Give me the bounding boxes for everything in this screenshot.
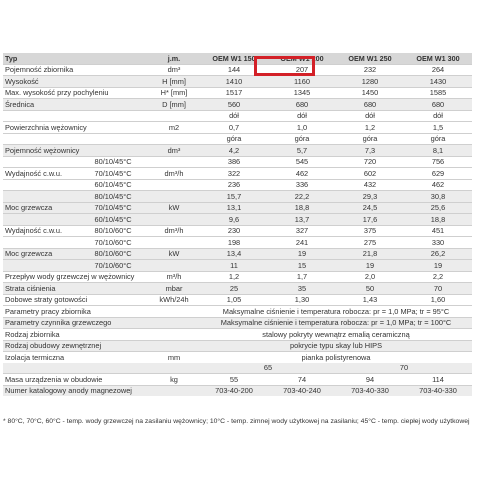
row-label: Wydajność c.w.u. — [3, 168, 78, 180]
row-value: 336 — [268, 179, 336, 191]
table-row — [3, 145, 472, 157]
row-label — [3, 133, 148, 145]
table-row — [3, 179, 472, 191]
row-label — [3, 156, 78, 168]
row-value: 1,05 — [200, 294, 268, 306]
row-sublabel: 80/10/60°C — [78, 248, 148, 260]
row-value: 24,5 — [336, 202, 404, 214]
row-label — [3, 110, 148, 122]
row-value: 144 — [200, 64, 268, 76]
row-unit — [148, 191, 200, 203]
row-value: 19 — [336, 260, 404, 272]
row-value: 680 — [404, 99, 472, 111]
row-sublabel: 70/10/45°C — [78, 168, 148, 180]
row-label: Powierzchnia wężownicy — [3, 122, 148, 134]
row-sublabel: 70/10/45°C — [78, 202, 148, 214]
row-value: 25 — [200, 283, 268, 295]
row-unit: kW — [148, 248, 200, 260]
table-row — [3, 191, 472, 203]
table-row — [3, 363, 472, 374]
span-row-label: Parametry pracy zbiornika — [3, 306, 200, 318]
row-value: 1,2 — [200, 271, 268, 283]
mass-value: 55 — [200, 374, 268, 386]
table-header-row — [3, 53, 472, 64]
span-row-value: Maksymalne ciśnienie i temperatura robocza: pr = 1,0 MPa; tr = 100°C — [200, 317, 472, 329]
table-row — [3, 260, 472, 272]
row-value: 1,0 — [268, 122, 336, 134]
row-sublabel: 70/10/60°C — [78, 237, 148, 249]
anode-label: Numer katalogowy anody magnezowej — [3, 385, 200, 396]
row-value: 1,5 — [404, 122, 472, 134]
row-unit — [148, 260, 200, 272]
table-row — [3, 214, 472, 226]
row-unit: kW — [148, 202, 200, 214]
row-label: Max. wysokość przy pochyleniu — [3, 87, 148, 99]
row-value: 330 — [404, 237, 472, 249]
anode-value: 703-40-240 — [268, 385, 336, 396]
row-value: dół — [200, 110, 268, 122]
spec-table — [3, 53, 472, 396]
row-value: 322 — [200, 168, 268, 180]
insulation-type: pianka polistyrenowa — [200, 352, 472, 363]
row-value: 1280 — [336, 76, 404, 88]
header-typ: Typ — [3, 53, 148, 64]
row-value: 0,7 — [200, 122, 268, 134]
row-value: 18,8 — [404, 214, 472, 226]
row-value: 1160 — [268, 76, 336, 88]
mass-value: 114 — [404, 374, 472, 386]
row-value: góra — [404, 133, 472, 145]
span-row-value: Maksymalne ciśnienie i temperatura robocza: pr = 1,0 MPa; tr = 95°C — [200, 306, 472, 318]
row-unit — [148, 237, 200, 249]
table-row — [3, 352, 472, 363]
insulation-left: 65 — [200, 363, 336, 374]
table-row — [3, 385, 472, 396]
row-sublabel: 60/10/45°C — [78, 179, 148, 191]
row-unit: dm³ — [148, 145, 200, 157]
row-value: 18,8 — [268, 202, 336, 214]
table-row — [3, 110, 472, 122]
span-row-value: stalowy pokryty wewnątrz emalią ceramiczną — [200, 329, 472, 341]
table-row — [3, 64, 472, 76]
row-value: 230 — [200, 225, 268, 237]
row-value: 50 — [336, 283, 404, 295]
row-value: 30,8 — [404, 191, 472, 203]
row-label — [3, 260, 78, 272]
span-row-label: Parametry czynnika grzewczego — [3, 317, 200, 329]
row-value: 1,2 — [336, 122, 404, 134]
row-value: 15 — [268, 260, 336, 272]
table-row — [3, 87, 472, 99]
row-value: 375 — [336, 225, 404, 237]
row-sublabel: 60/10/45°C — [78, 214, 148, 226]
row-value: 207 — [268, 64, 336, 76]
table-row — [3, 294, 472, 306]
row-unit: dm³/h — [148, 168, 200, 180]
row-sublabel: 80/10/45°C — [78, 191, 148, 203]
row-value: 19 — [404, 260, 472, 272]
row-value: 327 — [268, 225, 336, 237]
row-value: 1450 — [336, 87, 404, 99]
row-unit: H [mm] — [148, 76, 200, 88]
row-value: 720 — [336, 156, 404, 168]
row-value: dół — [404, 110, 472, 122]
header-unit: j.m. — [148, 53, 200, 64]
header-model-2: OEM W1 200 — [268, 53, 336, 64]
span-row-label: Rodzaj obudowy zewnętrznej — [3, 340, 200, 352]
row-value: 629 — [404, 168, 472, 180]
row-value: 462 — [404, 179, 472, 191]
row-value: 19 — [268, 248, 336, 260]
row-value: 264 — [404, 64, 472, 76]
mass-unit: kg — [148, 374, 200, 386]
row-value: góra — [336, 133, 404, 145]
table-row — [3, 156, 472, 168]
row-value: 1517 — [200, 87, 268, 99]
row-label: Średnica — [3, 99, 148, 111]
row-unit: dm³ — [148, 64, 200, 76]
row-sublabel: 70/10/60°C — [78, 260, 148, 272]
row-label: Wysokość — [3, 76, 148, 88]
row-value: 17,6 — [336, 214, 404, 226]
row-value: 1345 — [268, 87, 336, 99]
table-row — [3, 225, 472, 237]
footnote: * 80°C, 70°C, 60°C - temp. wody grzewczej na zasilaniu wężownicy; 10°C - temp. zimnej wody użytkowej na zasilaniu; 45°C - temp. ciepłej wody użytkowej — [3, 418, 470, 425]
row-value: 35 — [268, 283, 336, 295]
row-label: Moc grzewcza — [3, 202, 78, 214]
row-value: 275 — [336, 237, 404, 249]
row-value: 432 — [336, 179, 404, 191]
row-value: 560 — [200, 99, 268, 111]
row-value: 13,1 — [200, 202, 268, 214]
table-row — [3, 133, 472, 145]
row-unit: dm³/h — [148, 225, 200, 237]
row-unit: m2 — [148, 122, 200, 134]
row-label: Pojemność zbiornika — [3, 64, 148, 76]
row-value: 7,3 — [336, 145, 404, 157]
row-value: 241 — [268, 237, 336, 249]
row-value: 1585 — [404, 87, 472, 99]
table-row — [3, 374, 472, 386]
row-label: Moc grzewcza — [3, 248, 78, 260]
row-value: 26,2 — [404, 248, 472, 260]
row-value: 21,8 — [336, 248, 404, 260]
table-row — [3, 99, 472, 111]
table-row — [3, 248, 472, 260]
table-row — [3, 329, 472, 341]
mass-value: 74 — [268, 374, 336, 386]
row-value: 11 — [200, 260, 268, 272]
row-value: dół — [336, 110, 404, 122]
spec-table-container — [3, 53, 472, 396]
insulation-right: 70 — [336, 363, 472, 374]
row-value: 70 — [404, 283, 472, 295]
table-row — [3, 202, 472, 214]
row-value: 1,60 — [404, 294, 472, 306]
row-value: 451 — [404, 225, 472, 237]
row-label — [3, 191, 78, 203]
row-value: 5,7 — [268, 145, 336, 157]
row-label: Przepływ wody grzewczej w wężownicy — [3, 271, 148, 283]
table-row — [3, 237, 472, 249]
row-value: 680 — [268, 99, 336, 111]
row-unit — [148, 214, 200, 226]
row-label — [3, 237, 78, 249]
header-model-1: OEM W1 150 — [200, 53, 268, 64]
table-row — [3, 122, 472, 134]
anode-value: 703-40-200 — [200, 385, 268, 396]
table-row — [3, 271, 472, 283]
row-value: dół — [268, 110, 336, 122]
table-row — [3, 283, 472, 295]
row-value: 22,2 — [268, 191, 336, 203]
row-label: Strata ciśnienia — [3, 283, 148, 295]
row-value: 2,2 — [404, 271, 472, 283]
insulation-label: Izolacja termiczna — [3, 352, 148, 363]
row-value: 462 — [268, 168, 336, 180]
row-unit: H* [mm] — [148, 87, 200, 99]
table-row — [3, 76, 472, 88]
row-unit: kWh/24h — [148, 294, 200, 306]
insulation-unit: mm — [148, 352, 200, 363]
row-value: 25,6 — [404, 202, 472, 214]
row-unit — [148, 110, 200, 122]
row-value: 13,4 — [200, 248, 268, 260]
span-row-label: Rodzaj zbiornika — [3, 329, 200, 341]
row-unit: m³/h — [148, 271, 200, 283]
insulation-blank — [3, 363, 200, 374]
row-value: 1,30 — [268, 294, 336, 306]
row-value: 29,3 — [336, 191, 404, 203]
row-value: 680 — [336, 99, 404, 111]
row-value: 9,6 — [200, 214, 268, 226]
row-label — [3, 179, 78, 191]
row-label: Dobowe straty gotowości — [3, 294, 148, 306]
row-sublabel: 80/10/45°C — [78, 156, 148, 168]
row-value: 8,1 — [404, 145, 472, 157]
row-unit — [148, 133, 200, 145]
row-value: 198 — [200, 237, 268, 249]
row-value: 13,7 — [268, 214, 336, 226]
row-value: 4,2 — [200, 145, 268, 157]
row-value: 756 — [404, 156, 472, 168]
row-value: 1,7 — [268, 271, 336, 283]
row-value: góra — [268, 133, 336, 145]
row-label: Pojemność wężownicy — [3, 145, 148, 157]
row-unit: mbar — [148, 283, 200, 295]
mass-label: Masa urządzenia w obudowie — [3, 374, 148, 386]
row-value: 232 — [336, 64, 404, 76]
table-row — [3, 306, 472, 318]
table-row — [3, 317, 472, 329]
mass-value: 94 — [336, 374, 404, 386]
row-unit — [148, 179, 200, 191]
anode-value: 703-40-330 — [404, 385, 472, 396]
row-value: 2,0 — [336, 271, 404, 283]
row-unit: D [mm] — [148, 99, 200, 111]
table-row — [3, 340, 472, 352]
row-value: 236 — [200, 179, 268, 191]
anode-value: 703-40-330 — [336, 385, 404, 396]
row-value: 602 — [336, 168, 404, 180]
header-model-4: OEM W1 300 — [404, 53, 472, 64]
row-sublabel: 80/10/60°C — [78, 225, 148, 237]
table-row — [3, 168, 472, 180]
span-row-value: pokrycie typu skay lub HIPS — [200, 340, 472, 352]
row-value: 545 — [268, 156, 336, 168]
row-label — [3, 214, 78, 226]
row-label: Wydajność c.w.u. — [3, 225, 78, 237]
row-value: 1,43 — [336, 294, 404, 306]
header-model-3: OEM W1 250 — [336, 53, 404, 64]
row-value: 386 — [200, 156, 268, 168]
row-unit — [148, 156, 200, 168]
row-value: góra — [200, 133, 268, 145]
row-value: 15,7 — [200, 191, 268, 203]
row-value: 1430 — [404, 76, 472, 88]
row-value: 1410 — [200, 76, 268, 88]
